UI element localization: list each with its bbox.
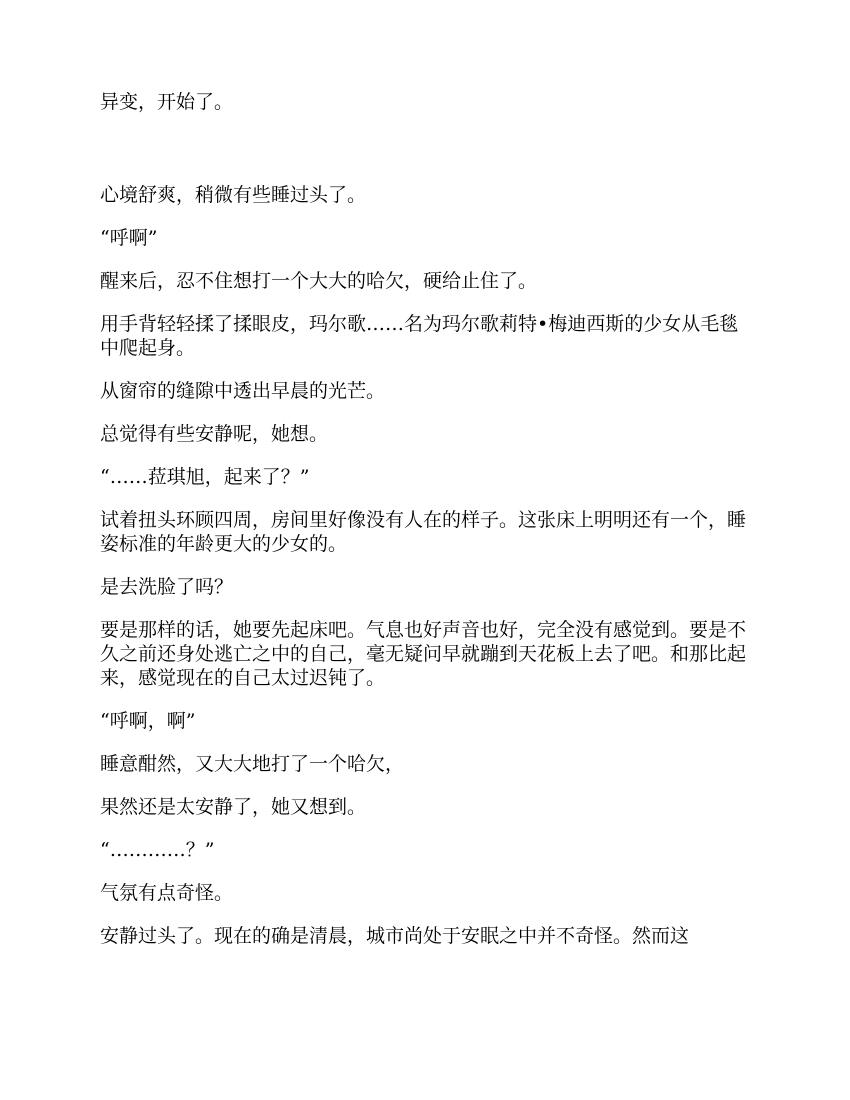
paragraph: 果然还是太安静了，她又想到。: [100, 796, 367, 818]
paragraph: 用手背轻轻揉了揉眼皮，玛尔歌……名为玛尔歌莉特•梅迪西斯的少女从毛毯中爬起身。: [100, 313, 739, 359]
paragraph: 是去洗脸了吗？: [100, 576, 234, 598]
paragraph: 试着扭头环顾四周，房间里好像没有人在的样子。这张床上明明还有一个，睡姿标准的年龄更大的少女的。: [100, 509, 747, 555]
paragraph: 异变，开始了。: [100, 91, 234, 113]
paragraph: 安静过头了。现在的确是清晨，城市尚处于安眠之中并不奇怪。然而这: [100, 925, 690, 947]
paragraph: 醒来后，忍不住想打一个大大的哈欠，硬给止住了。: [100, 270, 538, 292]
paragraph: 心境舒爽，稍微有些睡过头了。: [100, 184, 367, 206]
paragraph: 睡意酣然，又大大地打了一个哈欠，: [100, 753, 405, 775]
paragraph: “…………？”: [100, 839, 215, 861]
paragraph: “呼啊”: [100, 227, 158, 249]
paragraph: “呼啊，啊”: [100, 710, 196, 732]
paragraph: 要是那样的话，她要先起床吧。气息也好声音也好，完全没有感觉到。要是不久之前还身处逃亡之中的自己，毫无疑问早就蹦到天花板上去了吧。和那比起来，感觉现在的自己太过迟钝了。: [100, 619, 747, 689]
paragraph: “……菈琪旭，起来了？”: [100, 466, 310, 488]
body-text: [100, 90, 750, 967]
paragraph: 从窗帘的缝隙中透出早晨的光芒。: [100, 380, 386, 402]
paragraph: 气氛有点奇怪。: [100, 882, 234, 904]
paragraph: 总觉得有些安静呢，她想。: [100, 423, 329, 445]
